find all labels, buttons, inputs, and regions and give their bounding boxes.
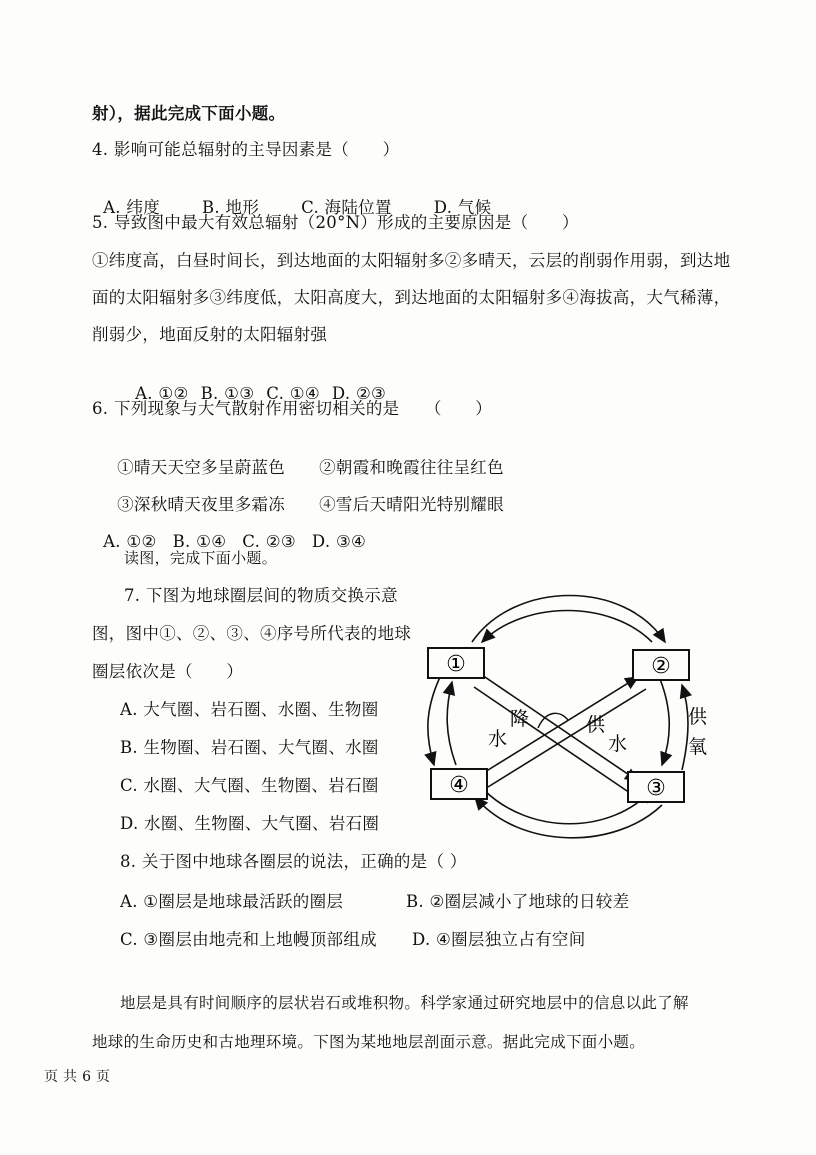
arc-bottom-outer (475, 797, 662, 838)
read-figure-instruction: 读图，完成下面小题。 (124, 549, 278, 567)
q7-stem-line1: 7. 下图为地球圈层间的物质交换示意 (124, 586, 398, 605)
label-shui: 水 (488, 728, 508, 750)
q5-option-a[interactable]: A. ①② (135, 384, 189, 403)
q6-option-a[interactable]: A. ①② (103, 532, 157, 551)
q8-option-d[interactable]: D. ④圈层独立占有空间 (412, 930, 586, 949)
arc-left-inner (447, 682, 456, 765)
label-shui-2: 水 (608, 733, 628, 755)
label-yang: 氧 (688, 736, 708, 758)
q6-stem: 6. 下列现象与大气散射作用密切相关的是 （ ） (92, 399, 493, 418)
strata-intro-line1: 地层是具有时间顺序的层状岩石或堆积物。科学家通过研究地层中的信息以此了解 (120, 994, 689, 1012)
q7-option-c[interactable]: C. 水圈、大气圈、生物圈、岩石圈 (120, 776, 379, 795)
q8-stem: 8. 关于图中地球各圈层的说法，正确的是（ ） (120, 852, 467, 871)
q8-option-b[interactable]: B. ②圈层减小了地球的日较差 (406, 892, 630, 911)
arc-top-outer (472, 596, 665, 643)
q7-option-d[interactable]: D. 水圈、生物圈、大气圈、岩石圈 (120, 814, 380, 833)
sphere-box-3-label: ③ (646, 776, 666, 801)
sphere-box-2-label: ② (651, 654, 671, 679)
page-footer: 页 共 6 页 (44, 1069, 111, 1085)
q6-option-c[interactable]: C. ②③ (242, 532, 296, 551)
earth-spheres-exchange-diagram (420, 585, 720, 845)
q5-option-d[interactable]: D. ②③ (331, 384, 387, 403)
q7-option-b[interactable]: B. 生物圈、岩石圈、大气圈、水圈 (120, 738, 379, 757)
label-gong-2: 供 (688, 706, 708, 728)
arc-left-outer (428, 677, 440, 765)
q4-option-a[interactable]: A. 纬度 (103, 198, 160, 217)
q6-statement-2: ②朝霞和晚霞往往呈红色 (319, 458, 504, 477)
q6-statement-4: ④雪后天晴阳光特别耀眼 (319, 495, 504, 514)
q6-option-b[interactable]: B. ①④ (172, 532, 227, 551)
sphere-box-1-label: ① (446, 652, 466, 677)
band-4-to-2-a (480, 677, 638, 775)
strata-intro-line2: 地球的生命历史和古地理环境。下图为某地地层剖面示意。据此完成下面小题。 (92, 1033, 646, 1051)
q4-option-d[interactable]: D. 气候 (433, 198, 492, 217)
q7-stem-line3: 圈层依次是（ ） (92, 662, 244, 681)
q7-option-a[interactable]: A. 大气圈、岩石圈、水圈、生物圈 (120, 700, 379, 719)
q8-option-a[interactable]: A. ①圈层是地球最活跃的圈层 (120, 892, 344, 911)
q5-option-c[interactable]: C. ①④ (266, 384, 320, 403)
sphere-box-4-label: ④ (449, 773, 469, 798)
q8-option-c[interactable]: C. ③圈层由地壳和上地幔顶部组成 (120, 930, 377, 949)
q6-statement-3: ③深秋晴天夜里多霜冻 (117, 495, 286, 514)
q5-text-line3: 削弱少，地面反射的太阳辐射强 (92, 325, 328, 344)
q5-stem: 5. 导致图中最大有效总辐射（20°N）形成的主要原因是（ ） (92, 213, 579, 232)
arc-bottom-inner (484, 790, 652, 824)
q4-stem: 4. 影响可能总辐射的主导因素是（ ） (92, 140, 400, 159)
q4-option-c[interactable]: C. 海陆位置 (301, 198, 392, 217)
q5-text-line1: ①纬度高，白昼时间长，到达地面的太阳辐射多②多晴天，云层的削弱作用弱，到达地 (92, 251, 731, 270)
intro-tail: 射），据此完成下面小题。 (92, 104, 286, 123)
arc-top-inner (482, 611, 652, 643)
q5-option-b[interactable]: B. ①③ (200, 384, 255, 403)
q6-statement-1: ①晴天天空多呈蔚蓝色 (117, 458, 286, 477)
arc-right-inner (660, 679, 669, 765)
q6-option-d[interactable]: D. ③④ (311, 532, 367, 551)
label-gong: 供 (586, 714, 606, 736)
q5-text-line2: 面的太阳辐射多③纬度低，太阳高度大，到达地面的太阳辐射多④海拔高，大气稀薄， (92, 288, 731, 307)
q7-stem-line2: 图，图中①、②、③、④序号所代表的地球 (92, 624, 412, 643)
q4-option-b[interactable]: B. 地形 (202, 198, 260, 217)
label-jiang: 降 (510, 708, 530, 730)
